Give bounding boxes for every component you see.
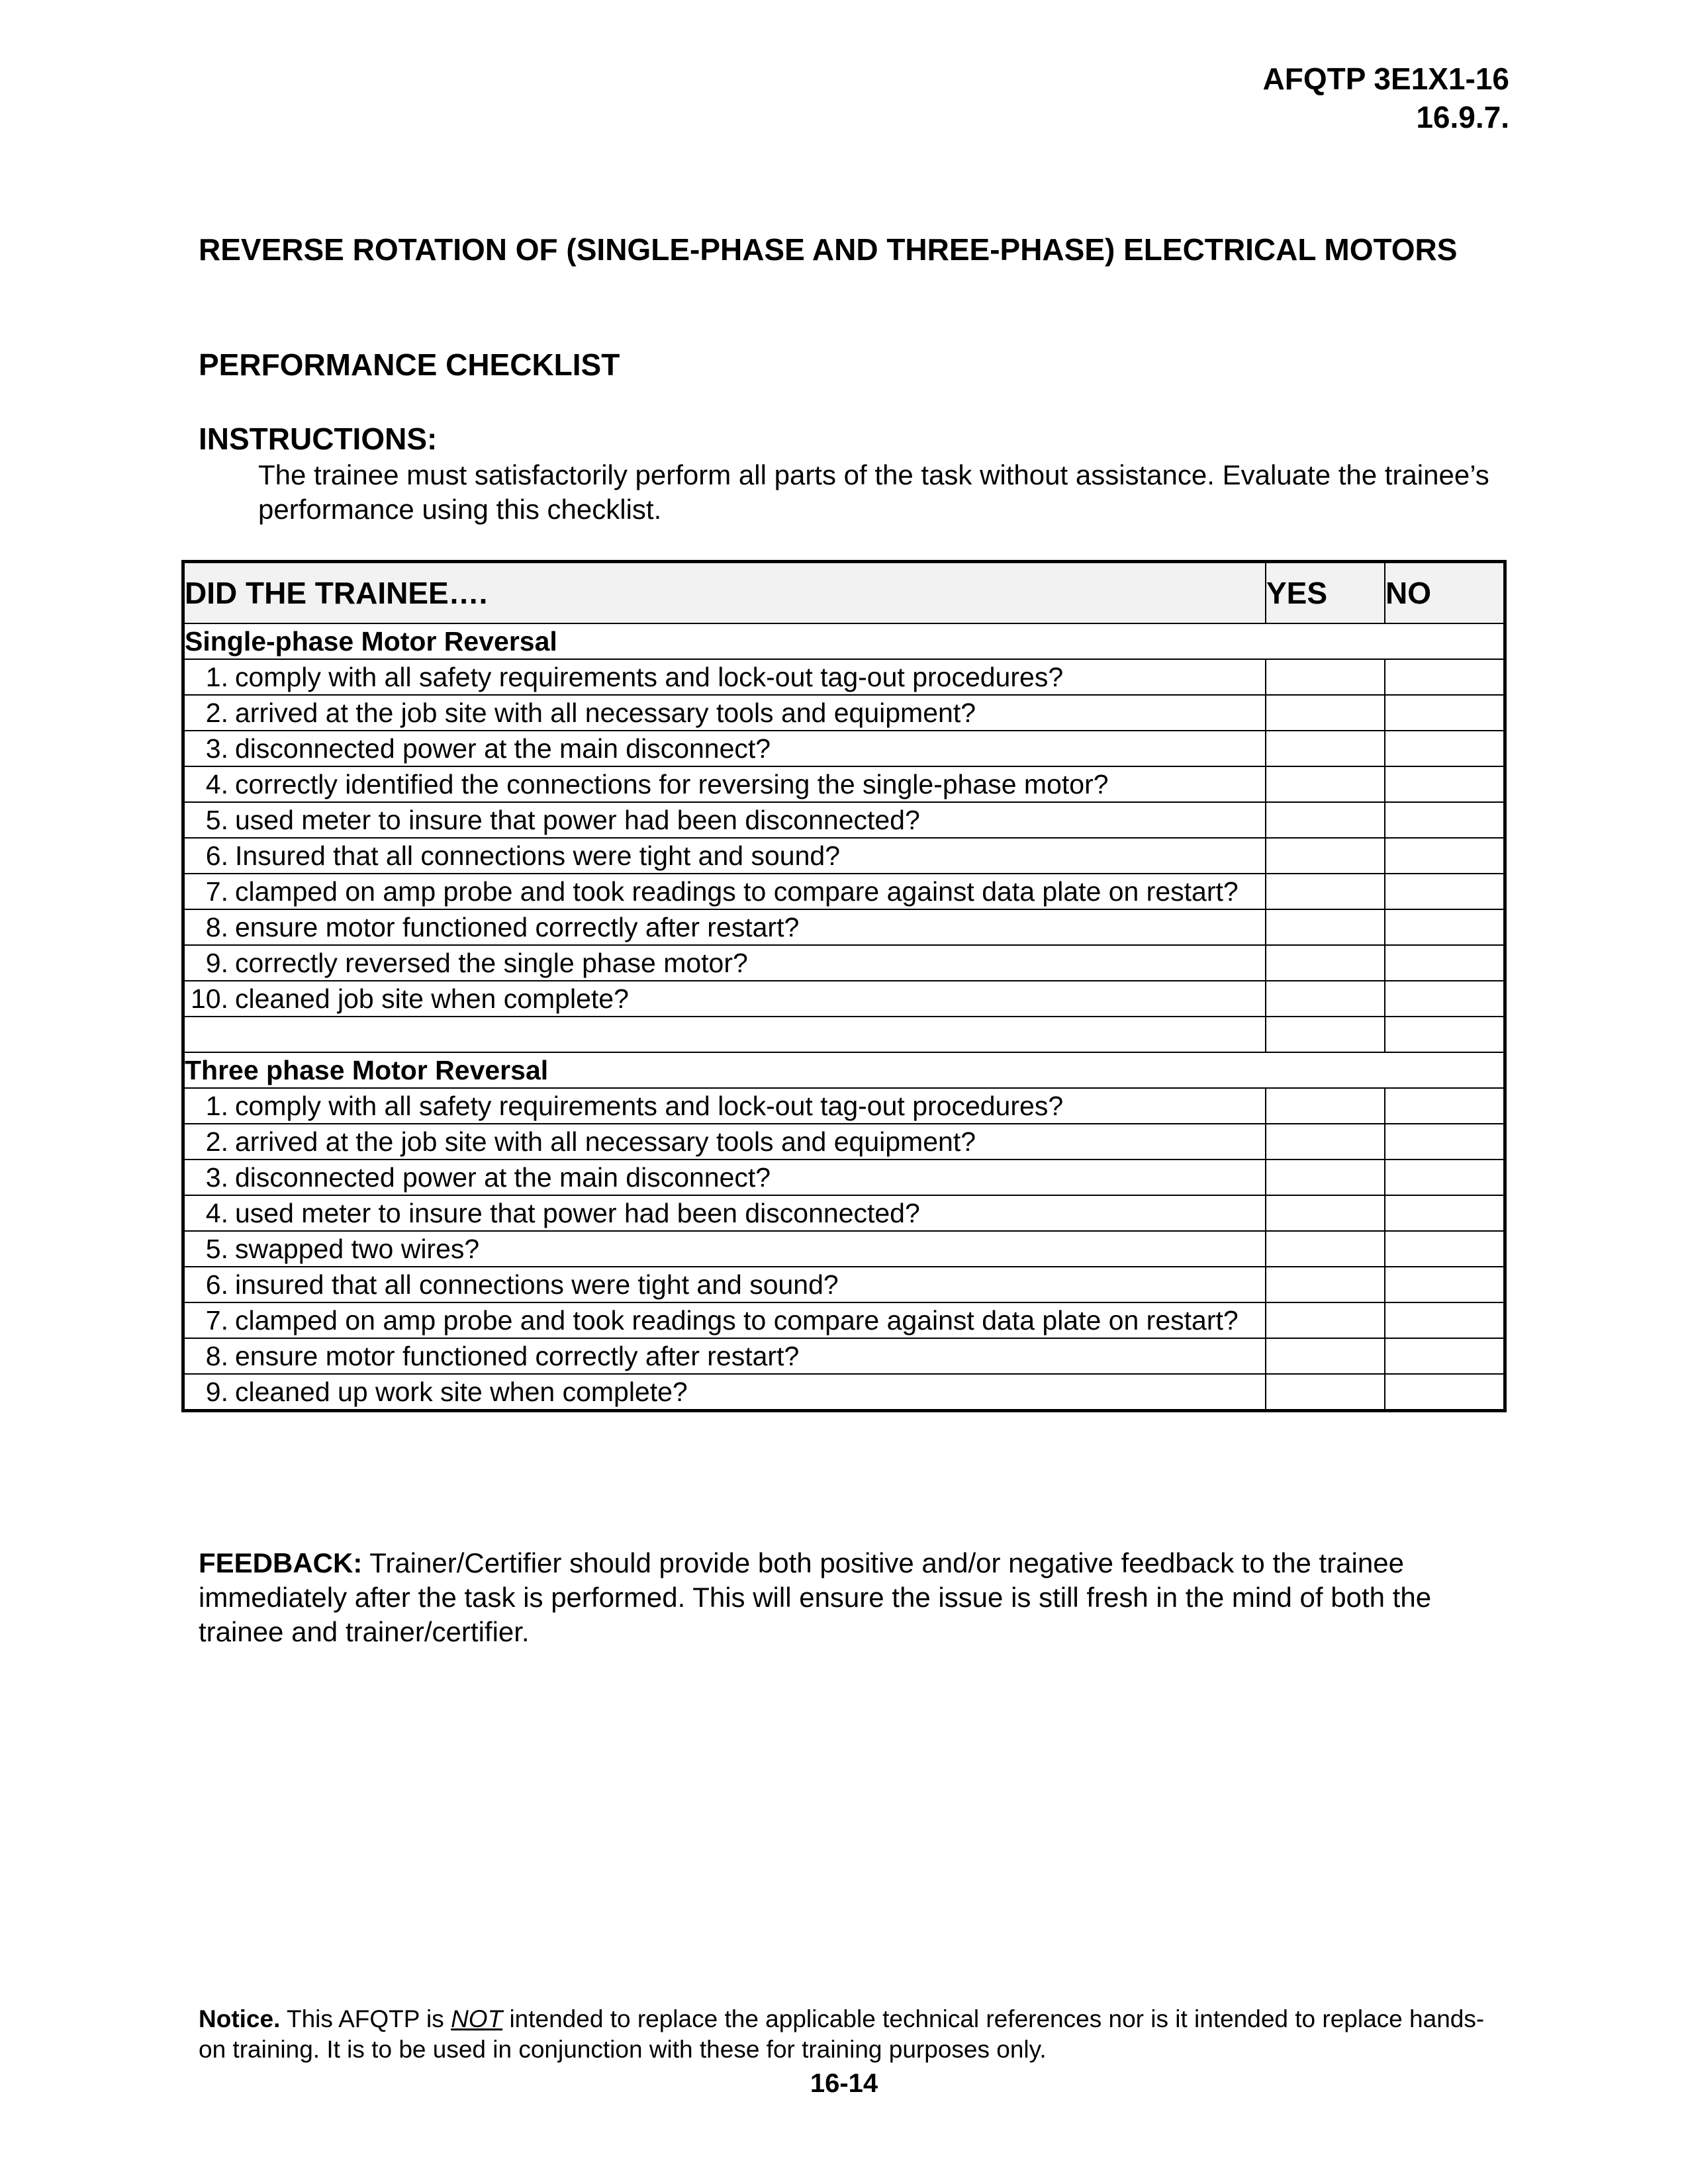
notice-text-post: intended to replace the applicable technical references nor is it intended to replace hands-on training. It is to be used in conjunction with these for training purposes only. bbox=[199, 2005, 1485, 2063]
checklist-item bbox=[183, 1231, 1266, 1267]
item-number: 2. bbox=[205, 698, 228, 728]
item-text: disconnected power at the main disconnect? bbox=[235, 1162, 771, 1193]
item-text: arrived at the job site with all necessary tools and equipment? bbox=[235, 698, 976, 728]
checkbox-cell-yes[interactable] bbox=[1266, 766, 1385, 802]
checkbox-cell-no[interactable] bbox=[1385, 1267, 1505, 1302]
checklist-item bbox=[183, 1267, 1266, 1302]
item-number: 5. bbox=[205, 805, 228, 835]
item-number: 5. bbox=[205, 1234, 228, 1264]
item-text: clamped on amp probe and took readings to compare against data plate on restart? bbox=[235, 1305, 1239, 1336]
checkbox-cell-no[interactable] bbox=[1385, 1088, 1505, 1124]
table-row bbox=[183, 1267, 1505, 1302]
checkbox-cell-no[interactable] bbox=[1385, 802, 1505, 838]
checklist-item bbox=[183, 945, 1266, 981]
item-number: 2. bbox=[205, 1126, 228, 1157]
checkbox-cell-yes[interactable] bbox=[1266, 1160, 1385, 1195]
checkbox-cell-no[interactable] bbox=[1385, 1374, 1505, 1411]
table-row bbox=[183, 766, 1505, 802]
notice-emphasis: NOT bbox=[451, 2005, 503, 2032]
checklist-item bbox=[183, 766, 1266, 802]
checkbox-cell-no[interactable] bbox=[1385, 945, 1505, 981]
doc-id: AFQTP 3E1X1-16 bbox=[1262, 62, 1509, 96]
item-text: ensure motor functioned correctly after restart? bbox=[235, 1341, 800, 1371]
section-number: 16.9.7. bbox=[1416, 100, 1509, 134]
checkbox-cell-no[interactable] bbox=[1385, 1302, 1505, 1338]
checkbox-cell-yes[interactable] bbox=[1266, 659, 1385, 695]
section-header-row bbox=[183, 623, 1505, 659]
item-text: swapped two wires? bbox=[235, 1234, 480, 1264]
checkbox-cell-yes[interactable] bbox=[1266, 909, 1385, 945]
checkbox-cell-no[interactable] bbox=[1385, 909, 1505, 945]
checkbox-cell-yes[interactable] bbox=[1266, 1195, 1385, 1231]
table-row bbox=[183, 874, 1505, 909]
item-number: 9. bbox=[205, 948, 228, 978]
blank-cell bbox=[183, 1017, 1266, 1052]
feedback-paragraph bbox=[199, 1546, 1496, 1649]
checkbox-cell-yes[interactable] bbox=[1266, 1231, 1385, 1267]
checklist-item bbox=[183, 909, 1266, 945]
checklist-item bbox=[183, 659, 1266, 695]
section-heading: Single-phase Motor Reversal bbox=[183, 623, 1505, 659]
checkbox-cell-yes[interactable] bbox=[1266, 1124, 1385, 1160]
checkbox-cell-yes[interactable] bbox=[1266, 945, 1385, 981]
item-number: 7. bbox=[205, 1305, 228, 1336]
checklist-item bbox=[183, 838, 1266, 874]
checklist-item bbox=[183, 695, 1266, 731]
item-text: correctly reversed the single phase motor? bbox=[235, 948, 748, 978]
checkbox-cell-no[interactable] bbox=[1385, 838, 1505, 874]
checklist-item bbox=[183, 1338, 1266, 1374]
table-row bbox=[183, 1088, 1505, 1124]
checklist-item bbox=[183, 802, 1266, 838]
checkbox-cell-no[interactable] bbox=[1385, 731, 1505, 766]
item-number: 1. bbox=[205, 662, 228, 692]
table-row bbox=[183, 838, 1505, 874]
checkbox-cell-yes[interactable] bbox=[1266, 1338, 1385, 1374]
checklist-item bbox=[183, 1302, 1266, 1338]
page-number: 16-14 bbox=[810, 2069, 878, 2098]
section-header-row bbox=[183, 1052, 1505, 1088]
checkbox-cell-no[interactable] bbox=[1385, 659, 1505, 695]
table-row bbox=[183, 659, 1505, 695]
checkbox-cell-yes[interactable] bbox=[1266, 1302, 1385, 1338]
item-text: used meter to insure that power had been disconnected? bbox=[235, 805, 920, 835]
checkbox-cell-no[interactable] bbox=[1385, 1124, 1505, 1160]
blank-cell[interactable] bbox=[1266, 1017, 1385, 1052]
page-title: REVERSE ROTATION OF (SINGLE-PHASE AND THREE-PHASE) ELECTRICAL MOTORS bbox=[199, 232, 1458, 267]
item-text: comply with all safety requirements and lock-out tag-out procedures? bbox=[235, 1091, 1064, 1121]
table-row bbox=[183, 1231, 1505, 1267]
item-text: cleaned job site when complete? bbox=[235, 983, 629, 1014]
checkbox-cell-no[interactable] bbox=[1385, 695, 1505, 731]
table-row bbox=[183, 802, 1505, 838]
item-text: correctly identified the connections for reversing the single-phase motor? bbox=[235, 769, 1109, 799]
item-text: cleaned up work site when complete? bbox=[235, 1377, 688, 1407]
instructions-text: The trainee must satisfactorily perform all parts of the task without assistance. Evaluate the trainee’s performance using this checklist. bbox=[258, 459, 1489, 525]
item-text: arrived at the job site with all necessary tools and equipment? bbox=[235, 1126, 976, 1157]
checklist-item bbox=[183, 981, 1266, 1017]
item-number: 8. bbox=[205, 912, 228, 942]
item-number: 1. bbox=[205, 1091, 228, 1121]
item-number: 10. bbox=[191, 983, 228, 1014]
table-row bbox=[183, 1374, 1505, 1411]
checkbox-cell-no[interactable] bbox=[1385, 874, 1505, 909]
item-number: 7. bbox=[205, 876, 228, 907]
item-text: ensure motor functioned correctly after restart? bbox=[235, 912, 800, 942]
checkbox-cell-no[interactable] bbox=[1385, 981, 1505, 1017]
table-row bbox=[183, 1160, 1505, 1195]
table-row bbox=[183, 1338, 1505, 1374]
item-number: 4. bbox=[205, 1198, 228, 1228]
checklist-item bbox=[183, 1374, 1266, 1411]
checkbox-cell-no[interactable] bbox=[1385, 1195, 1505, 1231]
checkbox-cell-yes[interactable] bbox=[1266, 874, 1385, 909]
performance-checklist-table bbox=[181, 560, 1507, 1412]
checkbox-cell-no[interactable] bbox=[1385, 766, 1505, 802]
item-text: insured that all connections were tight and sound? bbox=[235, 1269, 839, 1300]
blank-cell[interactable] bbox=[1385, 1017, 1505, 1052]
column-header-yes: YES bbox=[1266, 562, 1385, 624]
blank-row bbox=[183, 1017, 1505, 1052]
instructions-heading: INSTRUCTIONS: bbox=[199, 422, 438, 456]
feedback-label: FEEDBACK: bbox=[199, 1547, 363, 1578]
item-number: 3. bbox=[205, 733, 228, 764]
item-text: comply with all safety requirements and lock-out tag-out procedures? bbox=[235, 662, 1064, 692]
checklist-item bbox=[183, 1124, 1266, 1160]
item-number: 3. bbox=[205, 1162, 228, 1193]
checklist-item bbox=[183, 731, 1266, 766]
notice-label: Notice. bbox=[199, 2005, 281, 2032]
item-text: clamped on amp probe and took readings to compare against data plate on restart? bbox=[235, 876, 1239, 907]
table-row bbox=[183, 981, 1505, 1017]
item-number: 8. bbox=[205, 1341, 228, 1371]
checkbox-cell-no[interactable] bbox=[1385, 1338, 1505, 1374]
item-number: 6. bbox=[205, 1269, 228, 1300]
item-number: 6. bbox=[205, 841, 228, 871]
checkbox-cell-yes[interactable] bbox=[1266, 1374, 1385, 1411]
table-row bbox=[183, 1195, 1505, 1231]
column-header-no: NO bbox=[1385, 562, 1505, 624]
checkbox-cell-yes[interactable] bbox=[1266, 1267, 1385, 1302]
checklist-item bbox=[183, 1195, 1266, 1231]
checkbox-cell-yes[interactable] bbox=[1266, 1088, 1385, 1124]
table-row bbox=[183, 1124, 1505, 1160]
checkbox-cell-yes[interactable] bbox=[1266, 695, 1385, 731]
checkbox-cell-yes[interactable] bbox=[1266, 731, 1385, 766]
notice-text-pre: This AFQTP is bbox=[280, 2005, 451, 2032]
checkbox-cell-no[interactable] bbox=[1385, 1231, 1505, 1267]
item-number: 9. bbox=[205, 1377, 228, 1407]
item-text: used meter to insure that power had been disconnected? bbox=[235, 1198, 920, 1228]
checklist-item bbox=[183, 1160, 1266, 1195]
column-header-task: DID THE TRAINEE…. bbox=[183, 562, 1266, 624]
item-text: disconnected power at the main disconnect? bbox=[235, 733, 771, 764]
table-row bbox=[183, 1302, 1505, 1338]
table-row bbox=[183, 695, 1505, 731]
feedback-text: Trainer/Certifier should provide both positive and/or negative feedback to the trainee immediately after the task is performed. This will ensure the issue is still fresh in the mind of both the trainee and trainer/certifier. bbox=[199, 1547, 1432, 1647]
section-heading: Three phase Motor Reversal bbox=[183, 1052, 1505, 1088]
document-header bbox=[1263, 60, 1509, 136]
checkbox-cell-yes[interactable] bbox=[1266, 802, 1385, 838]
table-row bbox=[183, 945, 1505, 981]
checkbox-cell-yes[interactable] bbox=[1266, 838, 1385, 874]
checklist-item bbox=[183, 874, 1266, 909]
notice-paragraph bbox=[199, 2004, 1496, 2065]
table-row bbox=[183, 909, 1505, 945]
checkbox-cell-yes[interactable] bbox=[1266, 981, 1385, 1017]
table-row bbox=[183, 731, 1505, 766]
item-text: Insured that all connections were tight and sound? bbox=[235, 841, 840, 871]
checklist-item bbox=[183, 1088, 1266, 1124]
checkbox-cell-no[interactable] bbox=[1385, 1160, 1505, 1195]
item-number: 4. bbox=[205, 769, 228, 799]
table-header-row bbox=[183, 562, 1505, 624]
page-subtitle: PERFORMANCE CHECKLIST bbox=[199, 347, 620, 382]
